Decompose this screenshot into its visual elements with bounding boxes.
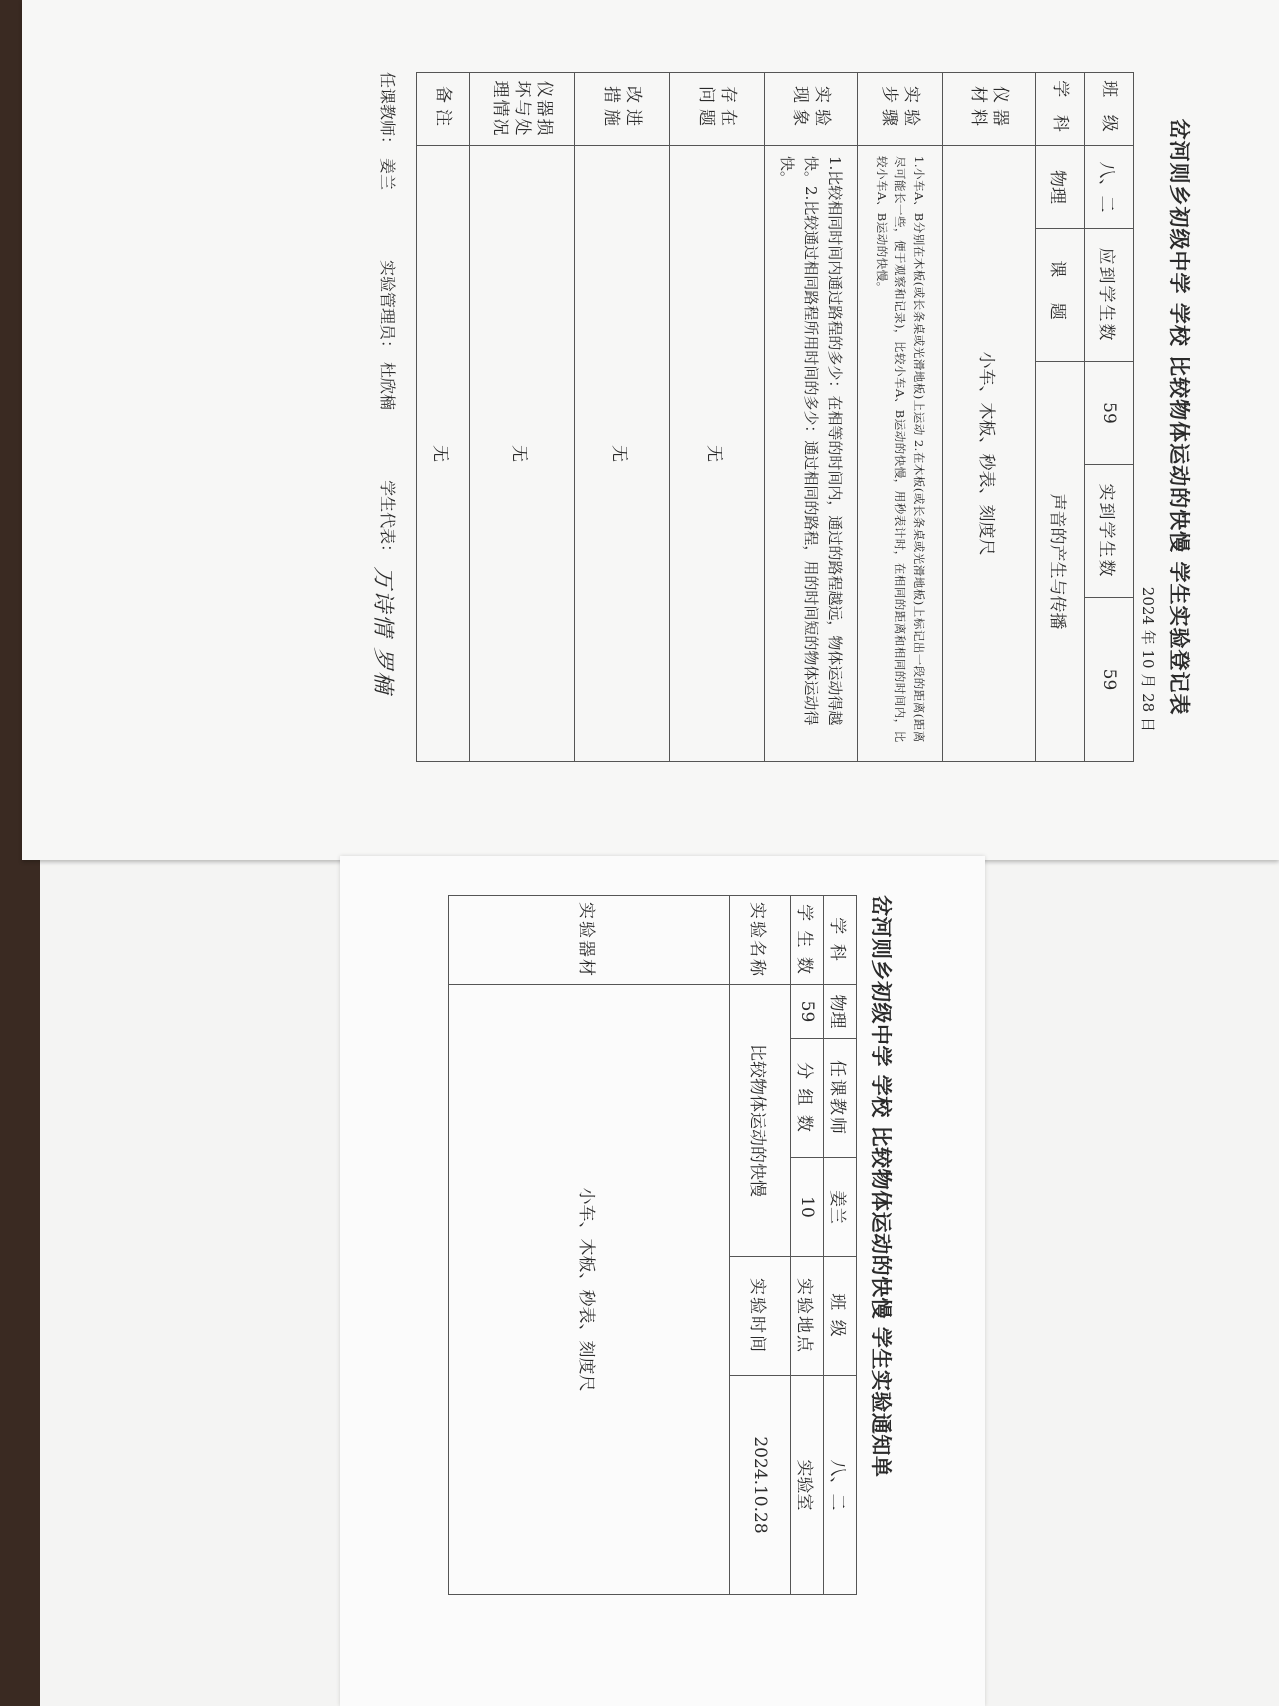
actual-attend-value: 59 (1085, 598, 1134, 762)
table-row (670, 73, 765, 762)
equipment-label: 实验器材 (449, 896, 730, 985)
table-row (730, 896, 791, 1595)
groups-label: 分 组 数 (791, 1039, 824, 1158)
table-row (765, 73, 858, 762)
remarks-value: 无 (417, 146, 470, 762)
table-row (943, 73, 1036, 762)
notice-title: 岔河则乡初级中学 学校 比较物体运动的快慢 学生实验通知单 (869, 895, 893, 1478)
should-attend-label: 应到学生数 (1085, 229, 1134, 362)
class-value: 八、二 (824, 1376, 857, 1595)
class-value: 八、二 (1085, 146, 1134, 229)
students-label: 学 生 数 (791, 896, 824, 985)
table-row (1036, 73, 1085, 762)
registration-date: 2024 年 10 月 28 日 (1139, 586, 1157, 732)
signature-line (369, 72, 400, 762)
subject-label: 学 科 (824, 896, 857, 985)
teacher-sign-value: 姜兰 (378, 158, 397, 191)
subject-value: 物理 (1036, 146, 1085, 229)
problems-value: 无 (670, 146, 765, 762)
topic-value: 声音的产生与传播 (1036, 362, 1085, 762)
damage-value: 无 (470, 146, 575, 762)
admin-sign-value: 杜欣楠 (378, 362, 397, 411)
groups-value: 10 (791, 1158, 824, 1257)
equipment-label: 仪器材料 (943, 73, 1036, 146)
teacher-label: 任课教师 (824, 1039, 857, 1158)
improvements-label: 改进措施 (575, 73, 670, 146)
table-row (824, 896, 857, 1595)
phenomena-value: 1.比较相同时间内通过路程的多少：在相等的时间内，通过的路程越远，物体运动得越快。2.比较通过相同路程所用时间的多少：通过相同的路程，用的时间短的物体运动得快。 (765, 146, 858, 762)
problems-label: 存在问题 (670, 73, 765, 146)
time-value: 2024.10.28 (730, 1376, 791, 1595)
table-row (858, 73, 943, 762)
equipment-value: 小车、木板、秒表、刻度尺 (449, 985, 730, 1595)
student-sign-label: 学生代表： (378, 480, 397, 561)
class-label: 班 级 (1085, 73, 1134, 146)
table-row (1085, 73, 1134, 762)
remarks-label: 备注 (417, 73, 470, 146)
subject-value: 物理 (824, 985, 857, 1039)
admin-sign-label: 实验管理员： (378, 260, 397, 357)
notice-table (448, 895, 857, 1595)
should-attend-value: 59 (1085, 362, 1134, 465)
actual-attend-label: 实到学生数 (1085, 465, 1134, 598)
notice-form (448, 895, 897, 1595)
steps-label: 实验步骤 (858, 73, 943, 146)
subject-label: 学 科 (1036, 73, 1085, 146)
name-label: 实验名称 (730, 896, 791, 985)
student-signature: 万诗情 罗楠 (370, 566, 395, 696)
teacher-sign-label: 任课教师： (378, 72, 397, 153)
location-value: 实验室 (791, 1376, 824, 1595)
table-row (575, 73, 670, 762)
equipment-value: 小车、木板、秒表、刻度尺 (943, 146, 1036, 762)
registration-table (416, 72, 1134, 762)
time-label: 实验时间 (730, 1257, 791, 1376)
students-value: 59 (791, 985, 824, 1039)
name-value: 比较物体运动的快慢 (730, 985, 791, 1257)
improvements-value: 无 (575, 146, 670, 762)
class-label: 班 级 (824, 1257, 857, 1376)
table-row (417, 73, 470, 762)
damage-label: 仪器损坏与处理情况 (470, 73, 575, 146)
table-row (449, 896, 730, 1595)
steps-value: 1.小车A、B分别在木板(或长条桌或光滑地板)上运动 2.在木板(或长条桌或光滑地板)上标记出一段的距离(距离尽可能长一些，便于观察和记录)，比较小车A、B运动的快慢，用秒表计时，在相同的距离和相同的时间内，比较小车A、B运动的快慢。 (858, 146, 943, 762)
registration-form (369, 72, 1195, 762)
teacher-value: 姜兰 (824, 1158, 857, 1257)
phenomena-label: 实验现象 (765, 73, 858, 146)
table-row (470, 73, 575, 762)
registration-title: 岔河则乡初级中学 学校 比较物体运动的快慢 学生实验登记表 (1167, 118, 1191, 716)
table-row (791, 896, 824, 1595)
topic-label: 课 题 (1036, 229, 1085, 362)
location-label: 实验地点 (791, 1257, 824, 1376)
